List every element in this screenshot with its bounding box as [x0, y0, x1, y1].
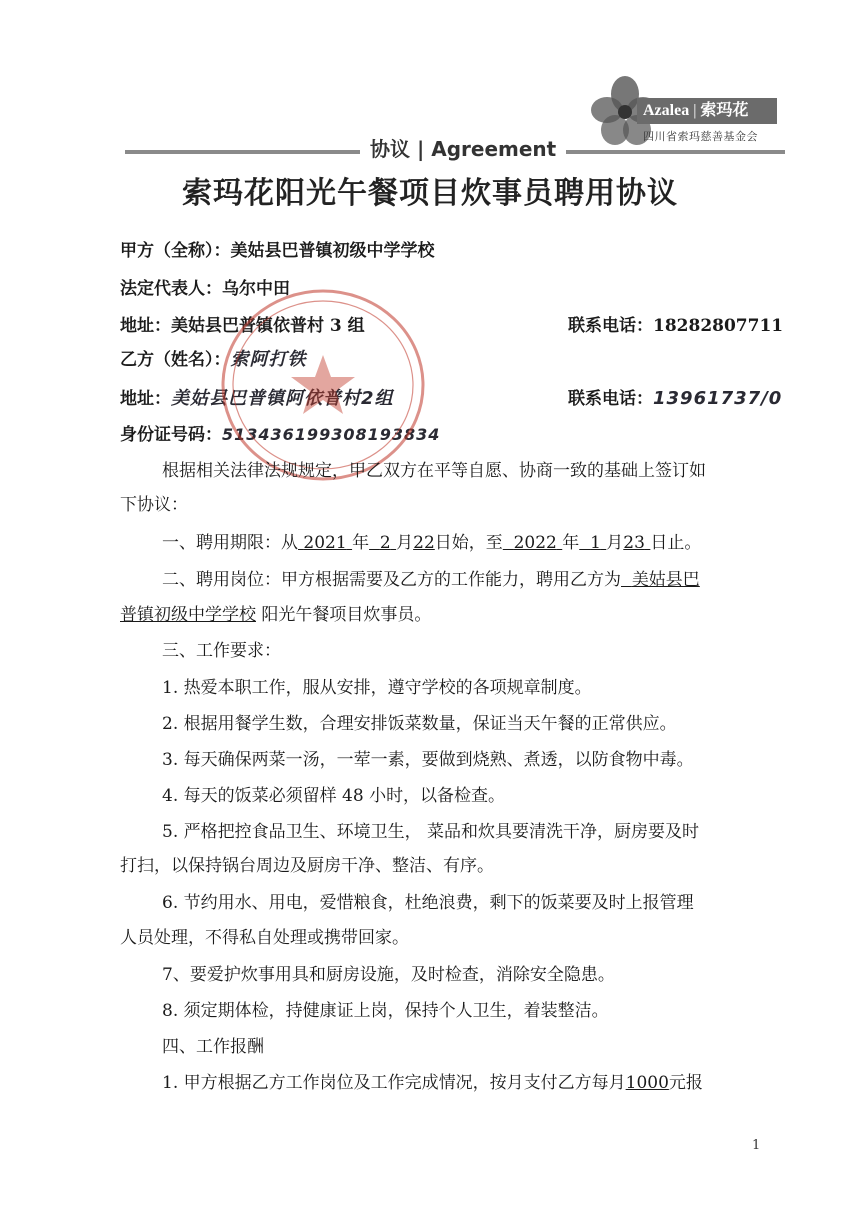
- post-school-part-2: 普镇初级中学学校: [120, 605, 256, 625]
- party-b-phone-row: [568, 388, 782, 410]
- pay-clause-1: [162, 1072, 703, 1094]
- requirement-6-line-1: 6. 节约用水、用电，爱惜粮食，杜绝浪费，剩下的饭菜要及时上报管理: [162, 893, 694, 913]
- party-a-address: 美姑县巴普镇依普村 3 组: [171, 316, 365, 336]
- intro-line-2: 下协议：: [120, 495, 188, 515]
- intro-line-1: 根据相关法律法规规定，甲乙双方在平等自愿、协商一致的基础上签订如: [162, 461, 706, 481]
- legal-rep-label: 法定代表人：: [120, 279, 222, 299]
- requirement-4: 4. 每天的饭菜必须留样 48 小时，以备检查。: [162, 786, 506, 806]
- term-text-6: 日止。: [650, 533, 702, 553]
- party-b-id-handwritten: 513436199308193834: [222, 425, 441, 444]
- party-a-phone: 18282807711: [653, 316, 784, 336]
- post-school-part-1: 美姑县巴: [631, 570, 700, 590]
- requirement-1: 1. 热爱本职工作，服从安排，遵守学校的各项规章制度。: [162, 678, 592, 698]
- term-prefix: 一、聘用期限：从: [162, 533, 298, 553]
- term-end-day: 23: [623, 533, 645, 553]
- term-clause: [162, 532, 701, 554]
- party-b-id-label: 身份证号码：: [120, 425, 222, 445]
- party-a-address-label: 地址：: [120, 316, 171, 336]
- term-text-2: 月: [396, 533, 414, 553]
- party-b-phone-label: 联系电话：: [568, 389, 653, 409]
- term-start-day: 22: [413, 533, 435, 553]
- requirement-5-line-2: 打扫，以保持锅台周边及厨房干净、整洁、有序。: [120, 856, 494, 876]
- term-text-4: 年: [562, 533, 580, 553]
- term-start-month: 2: [379, 533, 391, 553]
- party-a-row: [120, 240, 435, 262]
- logo-org-name: 四川省索玛慈善基金会: [643, 130, 758, 143]
- term-text-3: 日始，至: [434, 533, 503, 553]
- official-seal-stamp: [215, 285, 430, 485]
- requirement-2: 2. 根据用餐学生数，合理安排饭菜数量，保证当天午餐的正常供应。: [162, 714, 677, 734]
- requirements-heading: 三、工作要求：: [162, 641, 281, 661]
- requirement-8: 8. 须定期体检，持健康证上岗，保持个人卫生，着装整洁。: [162, 1001, 609, 1021]
- party-a-label: 甲方（全称）：: [120, 241, 231, 261]
- term-end-month: 1: [590, 533, 601, 553]
- party-a-name: 美姑县巴普镇初级中学学校: [230, 241, 435, 261]
- party-b-name-handwritten: 索阿打铁: [230, 349, 307, 370]
- post-prefix: 二、聘用岗位：甲方根据需要及乙方的工作能力，聘用乙方为: [162, 570, 621, 590]
- party-a-phone-label: 联系电话：: [568, 316, 653, 336]
- document-title: 索玛花阳光午餐项目炊事员聘用协议: [182, 176, 678, 211]
- term-end-year: 2022: [513, 533, 557, 553]
- header-tag: 协议 | Agreement: [360, 134, 566, 164]
- requirement-6-line-2: 人员处理，不得私自处理或携带回家。: [120, 928, 409, 948]
- post-clause-line-1: [162, 569, 700, 591]
- logo-brand-cn: 索玛花: [700, 102, 749, 119]
- foundation-logo: [585, 72, 785, 152]
- party-b-phone-handwritten: 13961737/0: [653, 388, 783, 409]
- pay-heading: 四、工作报酬: [162, 1037, 264, 1057]
- legal-rep-name: 乌尔中田: [222, 279, 290, 299]
- post-suffix: 阳光午餐项目炊事员。: [261, 605, 432, 625]
- term-text-5: 月: [606, 533, 624, 553]
- logo-brand-en: Azalea: [643, 102, 690, 119]
- party-a-phone-row: [568, 315, 783, 337]
- term-text-1: 年: [352, 533, 370, 553]
- requirement-7: 7、要爱护炊事用具和厨房设施，及时检查，消除安全隐患。: [162, 965, 615, 985]
- page-number: 1: [752, 1138, 761, 1153]
- pay-prefix: 1. 甲方根据乙方工作岗位及工作完成情况，按月支付乙方每月: [162, 1073, 626, 1093]
- requirement-3: 3. 每天确保两菜一汤，一荤一素，要做到烧熟、煮透，以防食物中毒。: [162, 750, 694, 770]
- party-b-label: 乙方（姓名）：: [120, 350, 231, 370]
- logo-brand-band: Azalea | 索玛花: [637, 98, 777, 124]
- post-clause-line-2: [120, 604, 431, 626]
- party-b-address-label: 地址：: [120, 389, 171, 409]
- pay-amount: 1000: [625, 1073, 669, 1093]
- party-b-address-handwritten: 美姑县巴普镇阿依普村2组: [171, 388, 394, 409]
- requirement-5-line-1: 5. 严格把控食品卫生、环境卫生， 菜品和炊具要清洗干净，厨房要及时: [162, 822, 700, 842]
- pay-suffix: 元报: [668, 1073, 703, 1093]
- term-start-year: 2021: [303, 533, 347, 553]
